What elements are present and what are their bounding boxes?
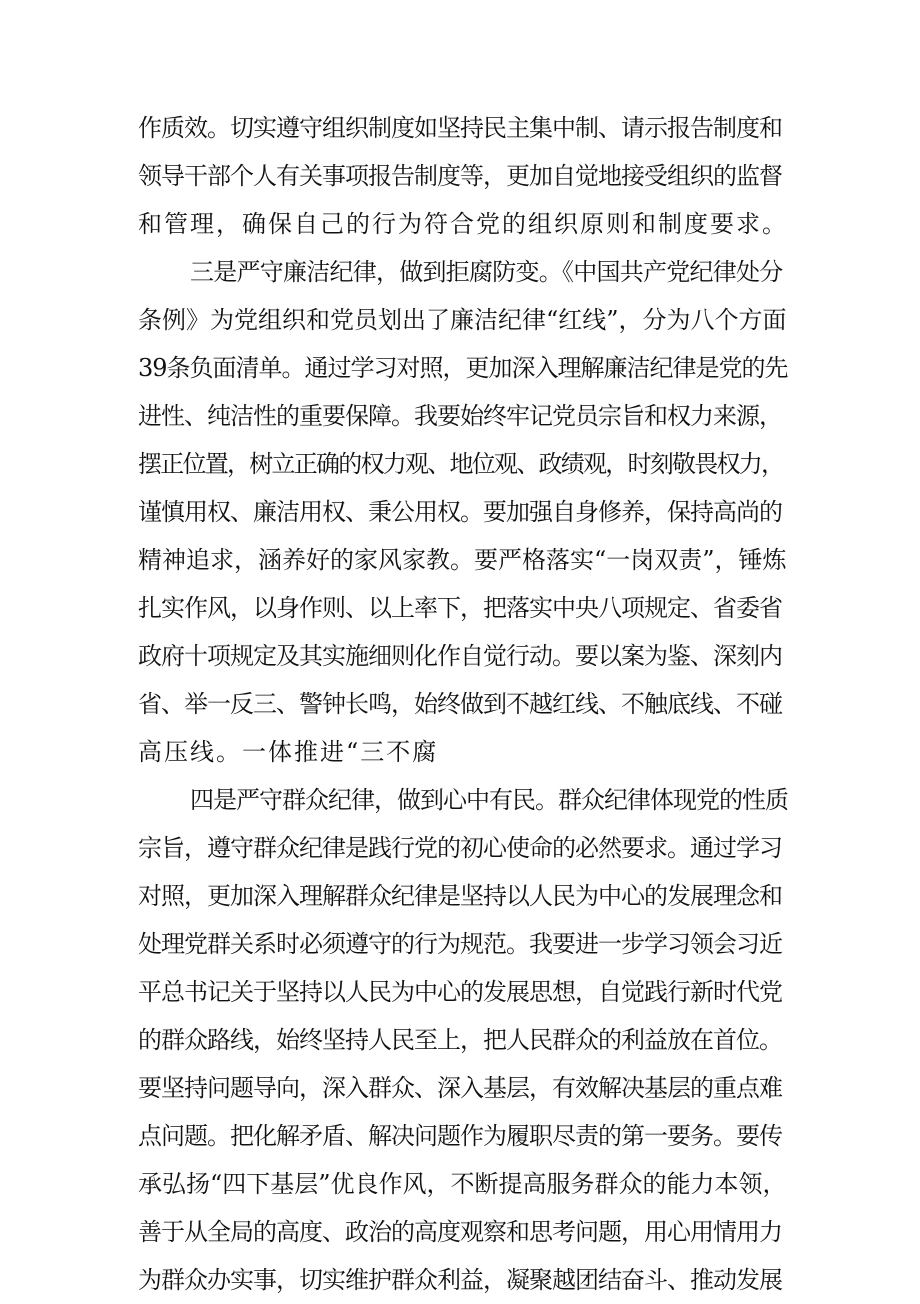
text-line: 宗旨，遵守群众纪律是践行党的初心使命的必然要求。通过学习 <box>138 834 782 862</box>
text-line: 点问题。把化解矛盾、解决问题作为履职尽责的第一要务。要传 <box>138 1122 782 1150</box>
text-line: 扎实作风，以身作则、以上率下，把落实中央八项规定、省委省 <box>138 594 782 622</box>
text-line: 平总书记关于坚持以人民为中心的发展思想，自觉践行新时代党 <box>138 978 782 1006</box>
text-line: 处理党群关系时必须遵守的行为规范。我要进一步学习领会习近 <box>138 930 782 958</box>
document-body <box>138 104 788 1304</box>
text-line: 对照，更加深入理解群众纪律是坚持以人民为中心的发展理念和 <box>138 882 782 910</box>
text-line: 作质效。切实遵守组织制度如坚持民主集中制、请示报告制度和 <box>138 114 782 142</box>
text-line: 省、举一反三、警钟长鸣，始终做到不越红线、不触底线、不碰 <box>138 690 782 718</box>
text-line: 为群众办实事，切实维护群众利益，凝聚越团结奋斗、推动发展 <box>138 1266 782 1294</box>
text-line: 39条负面清单。通过学习对照，更加深入理解廉洁纪律是党的先 <box>138 354 788 382</box>
text-line: 的群众路线，始终坚持人民至上，把人民群众的利益放在首位。 <box>138 1026 782 1054</box>
text-line: 条例》为党组织和党员划出了廉洁纪律“红线”，分为八个方面 <box>138 306 787 334</box>
text-line: 精神追求，涵养好的家风家教。要严格落实“一岗双责”，锤炼 <box>138 546 787 574</box>
text-line: 摆正位置，树立正确的权力观、地位观、政绩观，时刻敬畏权力， <box>138 450 784 478</box>
text-line: 承弘扬“四下基层”优良作风，不断提高服务群众的能力本领， <box>138 1170 787 1198</box>
text-line: 领导干部个人有关事项报告制度等，更加自觉地接受组织的监督 <box>138 162 782 190</box>
text-line: 三是严守廉洁纪律，做到拒腐防变。《中国共产党纪律处分 <box>190 258 783 286</box>
text-line: 谨慎用权、廉洁用权、秉公用权。要加强自身修养，保持高尚的 <box>138 498 782 526</box>
text-line: 要坚持问题导向，深入群众、深入基层，有效解决基层的重点难 <box>138 1074 782 1102</box>
text-line: 进性、纯洁性的重要保障。我要始终牢记党员宗旨和权力来源， <box>138 402 782 430</box>
text-line: 和管理，确保自己的行为符合党的组织原则和制度要求。 <box>138 210 788 238</box>
text-line: 政府十项规定及其实施细则化作自觉行动。要以案为鉴、深刻内 <box>138 642 782 670</box>
text-line: 高压线。一体推进“三不腐 <box>138 738 439 766</box>
text-line: 四是严守群众纪律，做到心中有民。群众纪律体现党的性质 <box>190 786 788 814</box>
text-line: 善于从全局的高度、政治的高度观察和思考问题，用心用情用力 <box>138 1218 782 1246</box>
